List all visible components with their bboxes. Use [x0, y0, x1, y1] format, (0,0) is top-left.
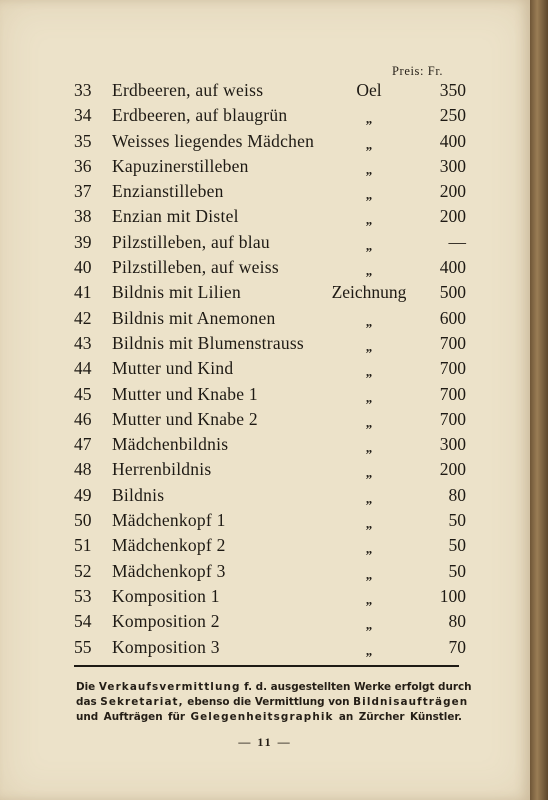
item-title: Weisses liegendes Mädchen [112, 130, 315, 151]
list-item [74, 179, 466, 204]
item-price: 400 [439, 257, 466, 278]
item-number: 48 [74, 459, 92, 480]
item-number: 39 [74, 231, 92, 252]
item-medium: „ [365, 389, 373, 405]
item-medium: „ [365, 136, 373, 152]
item-medium: „ [365, 161, 373, 177]
item-title: Bildnis mit Blumenstrauss [112, 332, 304, 353]
item-medium: „ [365, 313, 373, 329]
item-price: 700 [439, 383, 466, 404]
item-medium: Zeichnung [331, 282, 407, 303]
item-number: 55 [74, 636, 92, 657]
item-price: 500 [439, 282, 466, 303]
item-title: Mutter und Knabe 2 [112, 408, 258, 429]
list-item [74, 483, 466, 508]
list-item [74, 356, 466, 381]
price-column-header: Preis: Fr. [392, 64, 444, 78]
list-item [74, 584, 466, 609]
item-number: 51 [74, 535, 92, 556]
item-title: Komposition 2 [112, 611, 220, 632]
list-item [74, 204, 466, 229]
item-title: Mädchenkopf 3 [112, 560, 226, 581]
item-title: Herrenbildnis [112, 459, 212, 480]
list-item [74, 635, 466, 660]
item-title: Komposition 3 [112, 636, 220, 657]
item-number: 52 [74, 560, 92, 581]
item-price: 200 [439, 459, 466, 480]
item-title: Erdbeeren, auf weiss [112, 80, 264, 100]
sales-note [76, 680, 472, 725]
item-number: 37 [74, 181, 92, 202]
item-price: 200 [439, 206, 466, 227]
item-medium: „ [365, 187, 373, 203]
item-title: Enzianstilleben [112, 181, 224, 202]
sales-note-line-2: das Sekretariat, ebenso die Vermittlung von Bildnisaufträgen [76, 696, 469, 708]
item-price: 80 [448, 611, 466, 632]
item-number: 41 [74, 282, 92, 303]
item-number: 43 [74, 332, 92, 353]
item-price: 300 [439, 434, 466, 455]
item-price: 80 [448, 484, 466, 505]
item-number: 44 [74, 358, 92, 379]
item-medium: „ [365, 237, 373, 253]
list-item [74, 230, 466, 255]
item-medium: „ [365, 617, 373, 633]
item-medium: „ [365, 465, 373, 481]
item-title: Mädchenbildnis [112, 434, 229, 455]
list-item [74, 533, 466, 558]
list-item [74, 78, 466, 103]
item-title: Enzian mit Distel [112, 206, 239, 227]
item-price: 700 [439, 358, 466, 379]
list-item [74, 331, 466, 356]
list-item [74, 609, 466, 634]
list-item [74, 129, 466, 154]
item-title: Kapuzinerstilleben [112, 155, 249, 176]
item-medium: „ [365, 338, 373, 354]
item-title: Komposition 1 [112, 585, 220, 606]
list-item [74, 103, 466, 128]
item-title: Bildnis mit Anemonen [112, 307, 276, 328]
item-medium: „ [365, 516, 373, 532]
item-number: 33 [74, 80, 92, 100]
page-number: — 11 — [238, 735, 292, 749]
item-price: 250 [439, 105, 466, 126]
item-medium: „ [365, 440, 373, 456]
sales-note-line-1: Die Verkaufsvermittlung f. d. ausgestellten Werke erfolgt durch [76, 681, 472, 693]
item-medium: „ [365, 212, 373, 228]
item-number: 36 [74, 155, 92, 176]
list-item [74, 306, 466, 331]
item-medium: „ [365, 642, 373, 658]
item-number: 34 [74, 105, 92, 126]
divider-rule [74, 665, 459, 667]
item-title: Mädchenkopf 2 [112, 535, 226, 556]
item-number: 38 [74, 206, 92, 227]
item-price: 50 [448, 560, 466, 581]
list-item [74, 255, 466, 280]
list-item [74, 154, 466, 179]
item-price: 50 [448, 510, 466, 531]
item-price: 300 [439, 155, 466, 176]
list-item [74, 280, 466, 305]
item-medium: „ [365, 263, 373, 279]
item-price: 100 [439, 585, 466, 606]
item-medium: „ [365, 490, 373, 506]
item-title: Mädchenkopf 1 [112, 510, 226, 531]
item-number: 47 [74, 434, 92, 455]
item-medium: „ [365, 566, 373, 582]
item-medium: Oel [356, 80, 382, 100]
list-item [74, 457, 466, 482]
artwork-list [74, 78, 466, 660]
item-title: Pilzstilleben, auf blau [112, 231, 270, 252]
item-medium: „ [365, 541, 373, 557]
item-title: Bildnis [112, 484, 165, 505]
item-price: 350 [439, 80, 466, 100]
item-price: 200 [439, 181, 466, 202]
list-item [74, 559, 466, 584]
item-title: Bildnis mit Lilien [112, 282, 241, 303]
item-number: 40 [74, 257, 92, 278]
item-price: 400 [439, 130, 466, 151]
sales-note-line-3: und Aufträgen für Gelegenheitsgraphik an Zürcher Künstler. [76, 711, 462, 723]
item-title: Erdbeeren, auf blaugrün [112, 105, 288, 126]
item-number: 54 [74, 611, 92, 632]
item-price: 600 [439, 307, 466, 328]
item-number: 42 [74, 307, 92, 328]
item-number: 45 [74, 383, 92, 404]
item-title: Mutter und Kind [112, 358, 234, 379]
book-gutter [530, 0, 548, 800]
item-number: 53 [74, 585, 92, 606]
item-medium: „ [365, 591, 373, 607]
item-price: 700 [439, 408, 466, 429]
item-price: 70 [448, 636, 466, 657]
item-title: Mutter und Knabe 1 [112, 383, 258, 404]
item-medium: „ [365, 414, 373, 430]
item-medium: „ [365, 111, 373, 127]
item-number: 35 [74, 130, 92, 151]
item-price: 50 [448, 535, 466, 556]
list-item [74, 382, 466, 407]
list-item [74, 432, 466, 457]
item-title: Pilzstilleben, auf weiss [112, 257, 279, 278]
item-price: — [448, 231, 466, 252]
item-number: 50 [74, 510, 92, 531]
item-medium: „ [365, 364, 373, 380]
item-price: 700 [439, 332, 466, 353]
list-item [74, 508, 466, 533]
item-number: 46 [74, 408, 92, 429]
list-item [74, 407, 466, 432]
item-number: 49 [74, 484, 92, 505]
